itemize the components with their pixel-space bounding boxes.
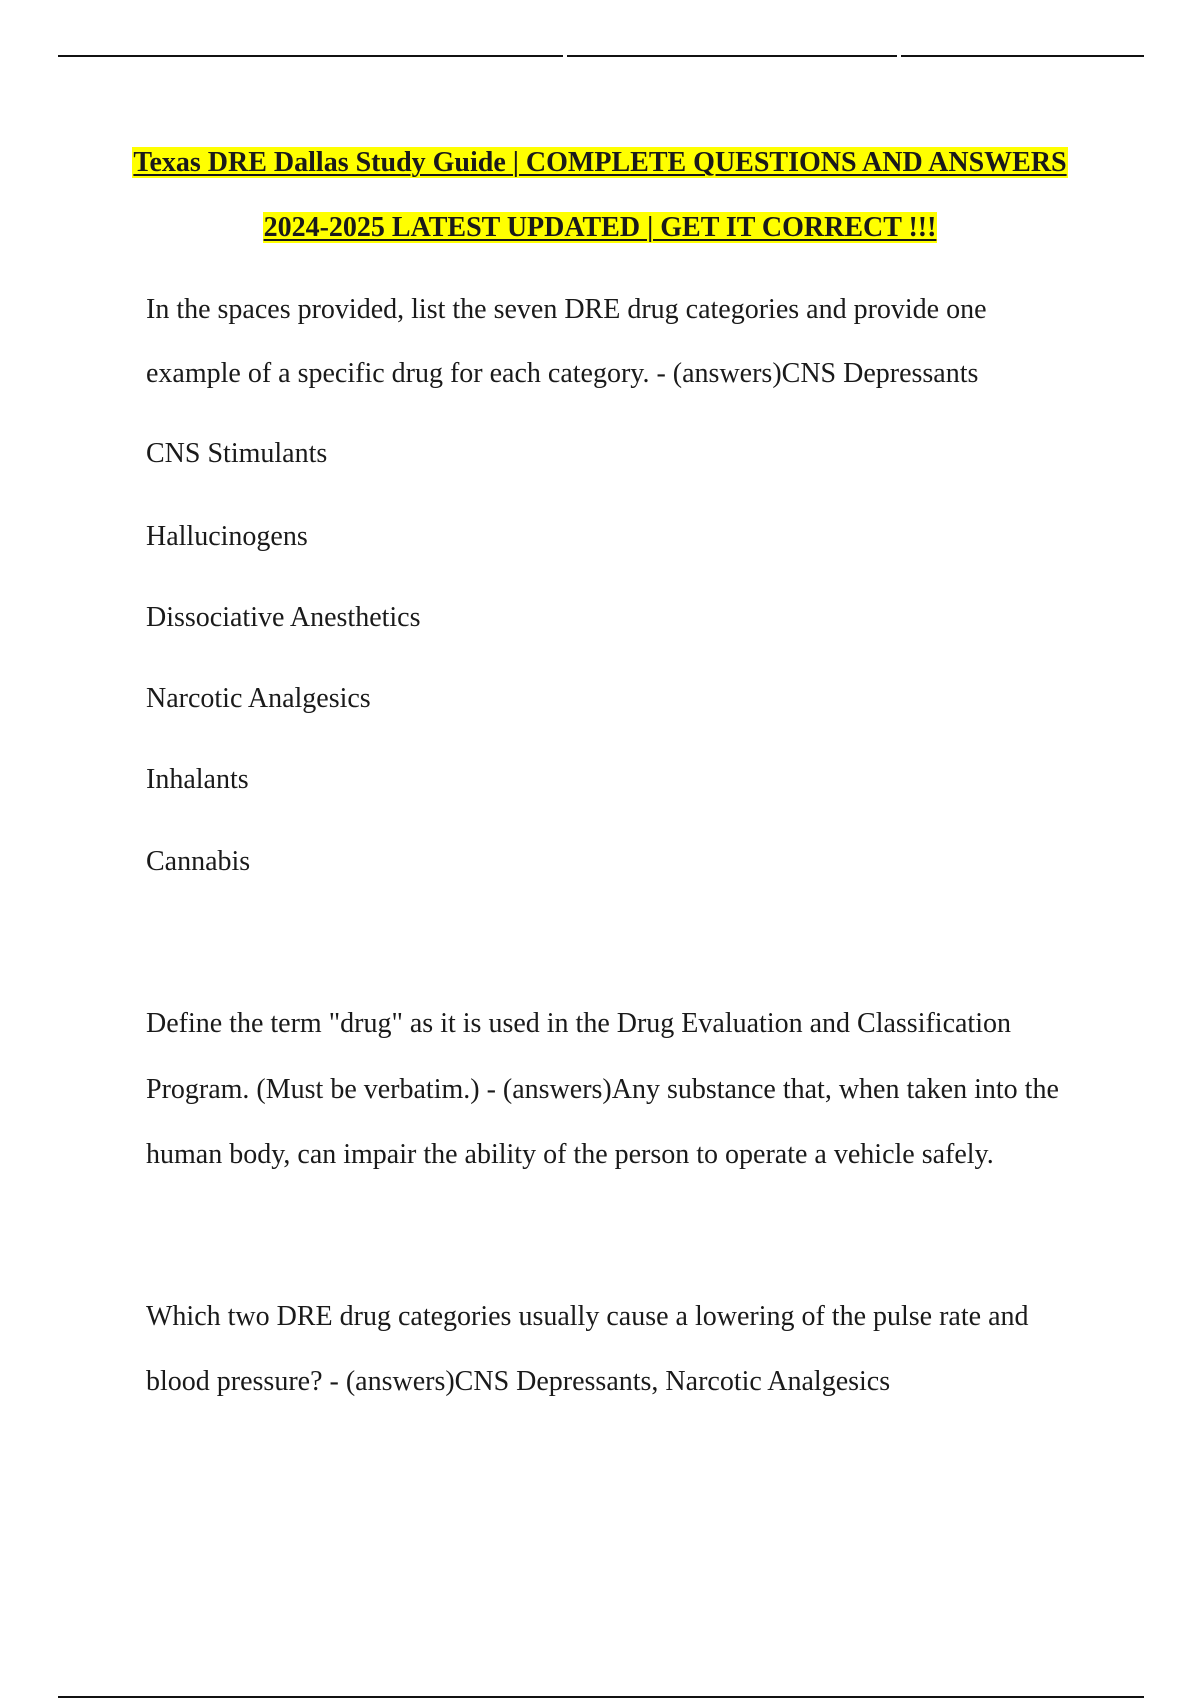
footer-rule	[58, 1696, 1144, 1698]
header-rule	[901, 55, 1144, 57]
question-2-line-3: human body, can impair the ability of the person to operate a vehicle safely.	[146, 1139, 994, 1170]
title-text: 2024-2025 LATEST UPDATED | GET IT CORRECT !!!	[263, 212, 937, 243]
question-3-line-1: Which two DRE drug categories usually cause a lowering of the pulse rate and	[146, 1301, 1029, 1332]
question-3-line-2: blood pressure? - (answers)CNS Depressants, Narcotic Analgesics	[146, 1366, 891, 1397]
answer-item: Cannabis	[146, 846, 251, 877]
question-1-line-1: In the spaces provided, list the seven DRE drug categories and provide one	[146, 294, 987, 325]
question-2-line-1: Define the term "drug" as it is used in the Drug Evaluation and Classification	[146, 1008, 1011, 1039]
title-text: Texas DRE Dallas Study Guide | COMPLETE QUESTIONS AND ANSWERS	[133, 147, 1067, 178]
document-title-line-1	[0, 146, 1200, 180]
question-1-line-2: example of a specific drug for each category. - (answers)CNS Depressants	[146, 358, 979, 389]
header-rule	[567, 55, 897, 57]
answer-item: Narcotic Analgesics	[146, 683, 371, 714]
answer-item: Inhalants	[146, 764, 249, 795]
document-title-line-2	[0, 211, 1200, 245]
answer-item: Dissociative Anesthetics	[146, 602, 421, 633]
answer-item: CNS Stimulants	[146, 438, 328, 469]
header-rule	[58, 55, 563, 57]
answer-item: Hallucinogens	[146, 521, 308, 552]
question-2-line-2: Program. (Must be verbatim.) - (answers)Any substance that, when taken into the	[146, 1074, 1059, 1105]
